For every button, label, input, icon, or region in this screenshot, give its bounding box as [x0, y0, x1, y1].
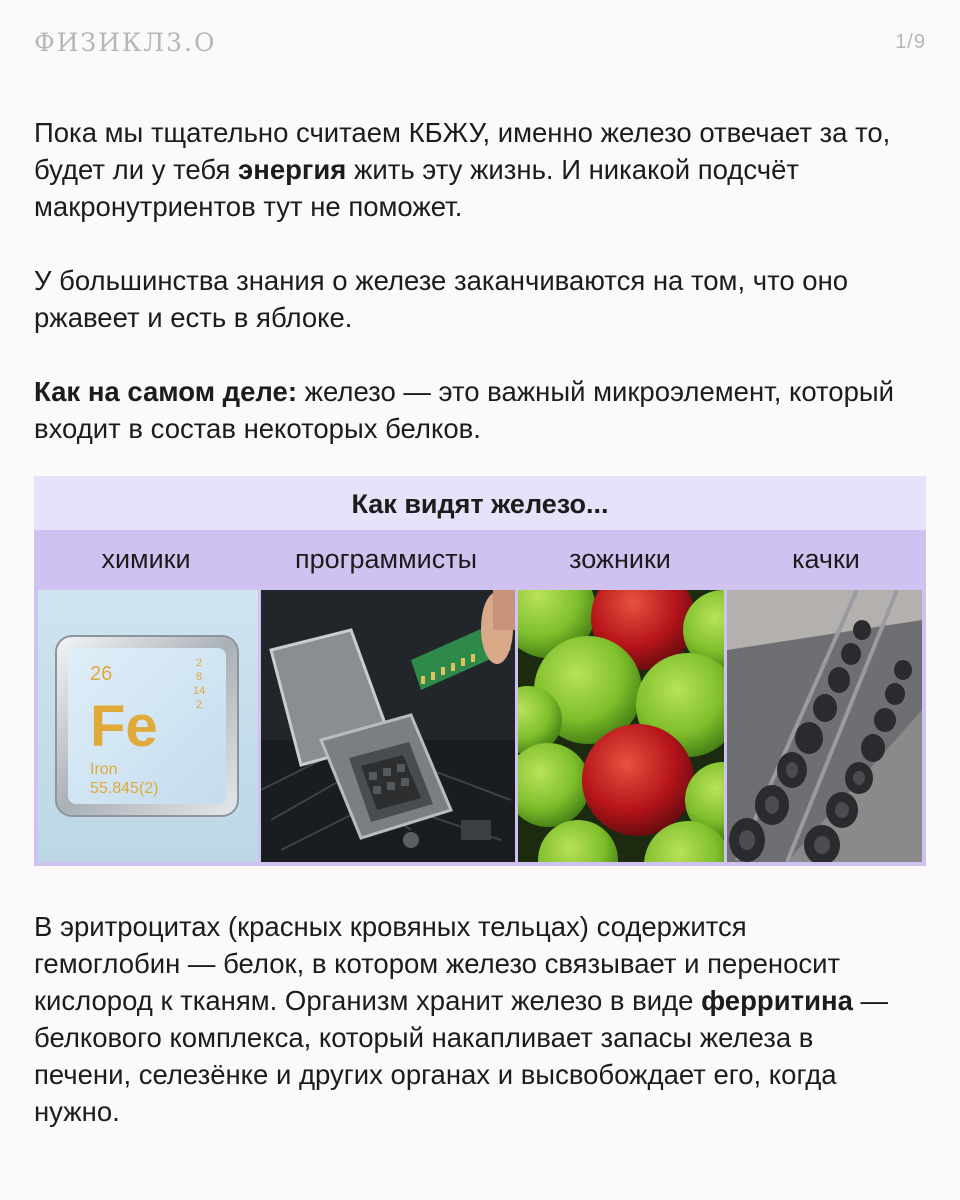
apples-image	[518, 590, 724, 862]
outro-text-part: — белкового комплекса, который накапливает запасы железа в печени, селезёнке и других органах и высвобождает его, когда нужно.	[34, 985, 889, 1127]
column-programmers: программисты	[294, 544, 477, 574]
intro-text-part: жить эту жизнь. И никакой подсчёт макронутриентов тут не поможет.	[34, 154, 799, 222]
column-bodybuilders: качки	[792, 544, 860, 574]
reality-highlight: Как на самом деле:	[34, 376, 297, 407]
brand-logo: ФИЗИКЛ3.О	[34, 28, 217, 57]
intro-paragraph-3	[34, 373, 909, 447]
energy-highlight: энергия	[238, 154, 347, 185]
header	[34, 28, 926, 58]
shell-3: 14	[193, 685, 206, 697]
shell-4: 2	[196, 699, 203, 711]
table-header-row	[34, 530, 926, 588]
shell-1: 2	[196, 657, 203, 669]
comparison-table	[34, 476, 926, 866]
outro-text-part: В эритроцитах (красных кровяных тельцах) содержится гемоглобин — белок, в котором железо связывает и переносит кислород к тканям. Организм хранит железо в виде	[34, 911, 841, 1016]
intro-paragraph-2: У большинства знания о железе заканчиваются на том, что оно ржавеет и есть в яблоке.	[34, 265, 849, 333]
intro-text-part: Пока мы тщательно считаем КБЖУ, именно железо отвечает за то, будет ли у тебя	[34, 117, 891, 185]
page-counter: 1/9	[895, 31, 926, 53]
atomic-mass: 55.845(2)	[90, 780, 159, 797]
image-row	[34, 588, 926, 862]
element-symbol: Fe	[90, 694, 158, 759]
ferritin-highlight: ферритина	[701, 985, 853, 1016]
shell-2: 8	[196, 671, 203, 683]
table-title: Как видят железо...	[34, 476, 926, 530]
outro-text	[34, 908, 934, 1130]
intro-text	[34, 114, 934, 447]
element-name: Iron	[90, 761, 118, 778]
intro-paragraph-1	[34, 114, 894, 225]
motherboard-image	[261, 590, 515, 862]
atomic-number: 26	[90, 663, 113, 685]
column-chemists: химики	[101, 544, 191, 574]
column-healthy-lifestyle: зожники	[569, 544, 671, 574]
dumbbells-image	[727, 590, 922, 862]
intro-text-part: железо — это важный микроэлемент, который входит в состав некоторых белков.	[34, 376, 895, 444]
outro-paragraph	[34, 908, 896, 1130]
element-card-image	[38, 590, 258, 862]
